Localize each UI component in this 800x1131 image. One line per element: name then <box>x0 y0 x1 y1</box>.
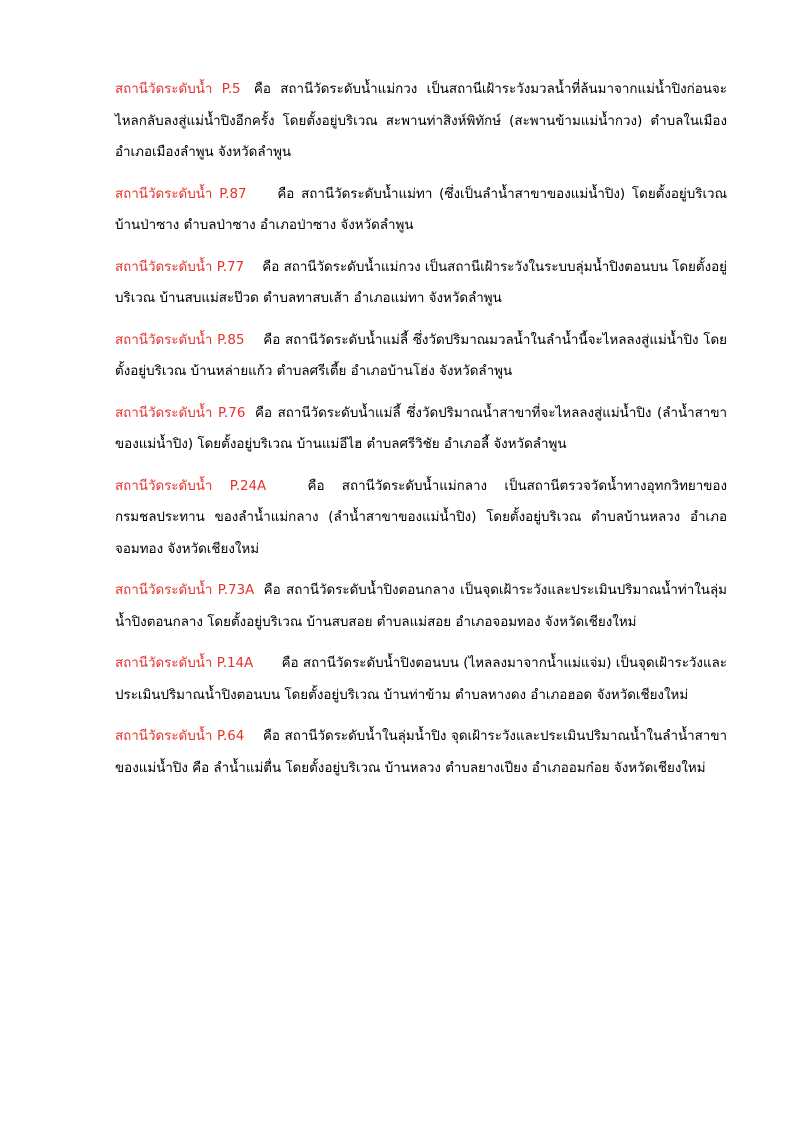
station-entry-p14a <box>115 648 727 711</box>
station-code-p77: สถานีวัดระดับน้ำ P.77 <box>115 259 244 275</box>
station-description-p76: คือ สถานีวัดระดับน้ำแม่ลี้ ซึ่งวัดปริมาณน้ำสาขาที่จะไหลลงสู่แม่น้ำปิง (ลำน้ำสาขาของแม่น้ำปิง) โดยตั้งอยู่บริเวณ บ้านแม่อีไฮ ตำบลศรีวิชัย อำเภอลี้ จังหวัดลำพูน <box>115 405 728 452</box>
station-code-p87: สถานีวัดระดับน้ำ P.87 <box>115 186 247 202</box>
station-description-p73a: คือ สถานีวัดระดับน้ำปิงตอนกลาง เป็นจุดเฝ้าระวังและประเมินปริมาณน้ำท่าในลุ่มน้ำปิงตอนกลาง โดยตั้งอยู่บริเวณ บ้านสบสอย ตำบลแม่สอย อำเภอจอมทอง จังหวัดเชียงใหม่ <box>115 583 727 630</box>
station-entry-p85 <box>115 325 727 388</box>
station-description-p5: คือ สถานีวัดระดับน้ำแม่กวง เป็นสถานีเฝ้าระวังมวลน้ำที่ล้นมาจากแม่น้ำปิงก่อนจะไหลกลับลงสู่แม่น้ำปิงอีกครั้ง โดยตั้งอยู่บริเวณ สะพานท่าสิงห์พิทักษ์ (สะพานข้ามแม่น้ำกวง) ตำบลในเมือง อำเภอเมืองลำพูน จังหวัดลำพูน <box>115 82 727 160</box>
station-description-p64: คือ สถานีวัดระดับน้ำในลุ่มน้ำปิง จุดเฝ้าระวังและประเมินปริมาณน้ำในลำน้ำสาขาของแม่น้ำปิง คือ ลำน้ำแม่ตื่น โดยตั้งอยู่บริเวณ บ้านหลวง ตำบลยางเปียง อำเภออมก๋อย จังหวัดเชียงใหม่ <box>115 729 727 776</box>
station-description-p14a: คือ สถานีวัดระดับน้ำปิงตอนบน (ไหลลงมาจากน้ำแม่แจ่ม) เป็นจุดเฝ้าระวังและประเมินปริมาณน้ำปิงตอนบน โดยตั้งอยู่บริเวณ บ้านท่าข้าม ตำบลหางดง อำเภอฮอด จังหวัดเชียงใหม่ <box>115 656 727 703</box>
station-code-p76: สถานีวัดระดับน้ำ P.76 <box>115 405 246 421</box>
station-code-p14a: สถานีวัดระดับน้ำ P.14A <box>115 656 254 671</box>
station-entry-p73a <box>115 575 727 638</box>
station-code-p64: สถานีวัดระดับน้ำ P.64 <box>115 729 245 744</box>
station-entry-p77 <box>115 252 727 315</box>
station-description-p87: คือ สถานีวัดระดับน้ำแม่ทา (ซึ่งเป็นลำน้ำสาขาของแม่น้ำปิง) โดยตั้งอยู่บริเวณ บ้านป่าซาง ตำบลป่าซาง อำเภอป่าซาง จังหวัดลำพูน <box>115 186 727 233</box>
station-code-p24a: สถานีวัดระดับน้ำ P.24A <box>115 478 267 494</box>
station-entry-p76 <box>115 398 727 461</box>
station-entry-p24a <box>115 471 727 566</box>
station-code-p73a: สถานีวัดระดับน้ำ P.73A <box>115 583 255 598</box>
station-code-p85: สถานีวัดระดับน้ำ P.85 <box>115 332 245 348</box>
station-description-p24a: คือ สถานีวัดระดับน้ำแม่กลาง เป็นสถานีตรวจวัดน้ำทางอุทกวิทยาของกรมชลประทาน ของลำน้ำแม่กลาง (ลำน้ำสาขาของแม่น้ำปิง) โดยตั้งอยู่บริเวณ ตำบลบ้านหลวง อำเภอจอมทอง จังหวัดเชียงใหม่ <box>115 478 727 557</box>
station-description-p77: คือ สถานีวัดระดับน้ำแม่กวง เป็นสถานีเฝ้าระวังในระบบลุ่มน้ำปิงตอนบน โดยตั้งอยู่บริเวณ บ้านสบแม่สะป๊วด ตำบลทาสบเส้า อำเภอแม่ทา จังหวัดลำพูน <box>115 259 727 306</box>
document-body <box>115 74 727 794</box>
station-code-p5: สถานีวัดระดับน้ำ P.5 <box>115 82 241 97</box>
station-entry-p87 <box>115 179 727 242</box>
station-entry-p64 <box>115 721 727 784</box>
station-entry-p5 <box>115 74 727 169</box>
station-description-p85: คือ สถานีวัดระดับน้ำแม่ลี้ ซึ่งวัดปริมาณมวลน้ำในลำน้ำนี้จะไหลลงสู่แม่น้ำปิง โดยตั้งอยู่บริเวณ บ้านหล่ายแก้ว ตำบลศรีเตี้ย อำเภอบ้านโฮ่ง จังหวัดลำพูน <box>115 332 727 379</box>
